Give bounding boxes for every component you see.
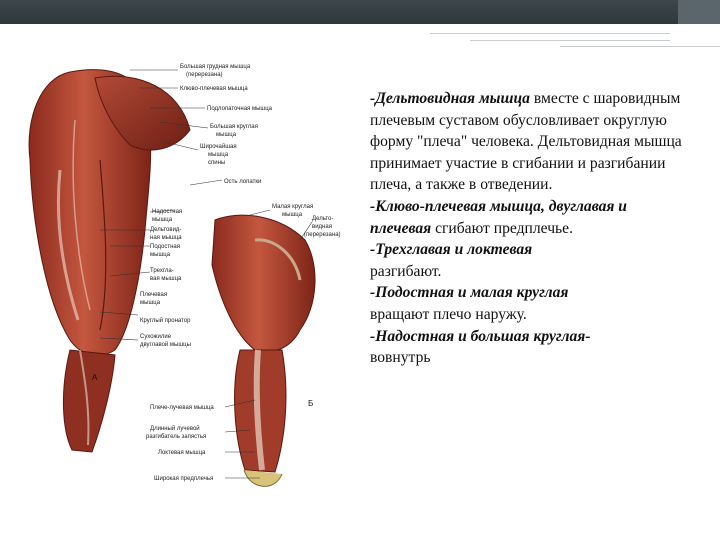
label-infraspinatus-1: Подостная (150, 244, 181, 250)
panel-letter-a: А (92, 373, 98, 382)
desc-extensors: разгибают. (370, 262, 442, 280)
label-ecrl-1: Длинный лучевой (150, 426, 200, 432)
label-latissimus-1: Широчайшая (200, 144, 237, 150)
arm-muscles-svg (0, 50, 345, 500)
label-deltoid-cut-1: Дельто- (312, 216, 334, 222)
label-deltoid-cut-3: (перерезана) (304, 232, 341, 238)
label-anconeus: Локтевая мышца (158, 450, 206, 456)
label-latissimus-3: спины (208, 160, 226, 166)
label-subscapularis: Подлопаточная мышца (207, 106, 272, 112)
label-acromion: Ость лопатки (224, 179, 262, 185)
label-triceps-2: вая мышца (150, 276, 182, 282)
desc-internal-rotators: вовнутрь (370, 349, 431, 367)
slide-top-bar (0, 0, 720, 24)
label-coracobrachialis: Клюво-плечевая мышца (180, 86, 248, 92)
label-biceps-1: Сухожилие (140, 334, 172, 340)
label-supraspinatus-2: мышца (152, 217, 173, 223)
label-deltoid-2: ная мышца (150, 235, 182, 241)
label-teres-major-1: Большая круглая (210, 124, 258, 130)
paragraph-external-rotators (370, 282, 688, 325)
paragraph-flexors (370, 196, 688, 239)
arm-muscles-illustration (0, 50, 345, 500)
desc-external-rotators: вращают плечо наружу. (370, 305, 527, 323)
slide-top-bar-accent (678, 0, 720, 24)
label-latissimus-2: мышца (208, 152, 229, 158)
label-brachialis-1: Плечевая (140, 292, 168, 298)
label-ecrl-2: разгибатель запястья (146, 434, 207, 440)
desc-deltoid: вместе с шаровидным плечевым суставом обусловливает округлую форму "плеча" человека. Дельтовидная мышца принимает участие в сгибании и разгибании плеча, а также в отведении. (370, 90, 682, 194)
panel-a-arm (29, 70, 190, 452)
label-pectoralis-major-cut: (перерезана) (186, 72, 223, 78)
label-deltoid-1: Дельтовид- (150, 227, 182, 233)
label-pectoralis-major: Большая грудная мышца (180, 64, 251, 70)
label-infraspinatus-2: мышца (150, 252, 171, 258)
label-triceps-1: Трехгла- (150, 268, 174, 274)
term-flexors: -Клюво-плечевая мышца, двуглавая и плечевая (370, 197, 627, 237)
term-extensors: -Трехглавая и локтевая (370, 241, 533, 259)
paragraph-deltoid (370, 88, 688, 196)
term-deltoid: -Дельтовидная мышца (370, 90, 530, 107)
label-ecu: Широкая предплечья (154, 476, 214, 482)
term-external-rotators: -Подостная и малая круглая (370, 284, 569, 302)
paragraph-extensors (370, 239, 688, 282)
panel-letter-b: Б (308, 399, 314, 408)
decorative-line (430, 33, 670, 34)
description-text (370, 88, 688, 369)
label-brachioradialis: Плече-лучевая мышца (150, 405, 214, 411)
label-teres-major-2: мышца (216, 132, 237, 138)
label-brachialis-2: мышца (140, 300, 161, 306)
label-teres-minor-1: Малая круглая (272, 204, 314, 210)
decorative-line (470, 40, 670, 41)
label-supraspinatus-1: Надостная (152, 209, 183, 215)
label-biceps-2: двуглавой мышцы (140, 342, 191, 348)
decorative-line (560, 46, 720, 47)
desc-flexors: сгибают предплечье. (431, 219, 573, 237)
label-teres-minor-2: мышца (282, 212, 303, 218)
panel-b-arm (212, 215, 315, 486)
paragraph-internal-rotators (370, 326, 688, 369)
term-internal-rotators: -Надостная и большая круглая- (370, 327, 591, 345)
label-pronator: Круглый пронатор (140, 318, 191, 324)
label-deltoid-cut-2: видная (312, 224, 332, 230)
